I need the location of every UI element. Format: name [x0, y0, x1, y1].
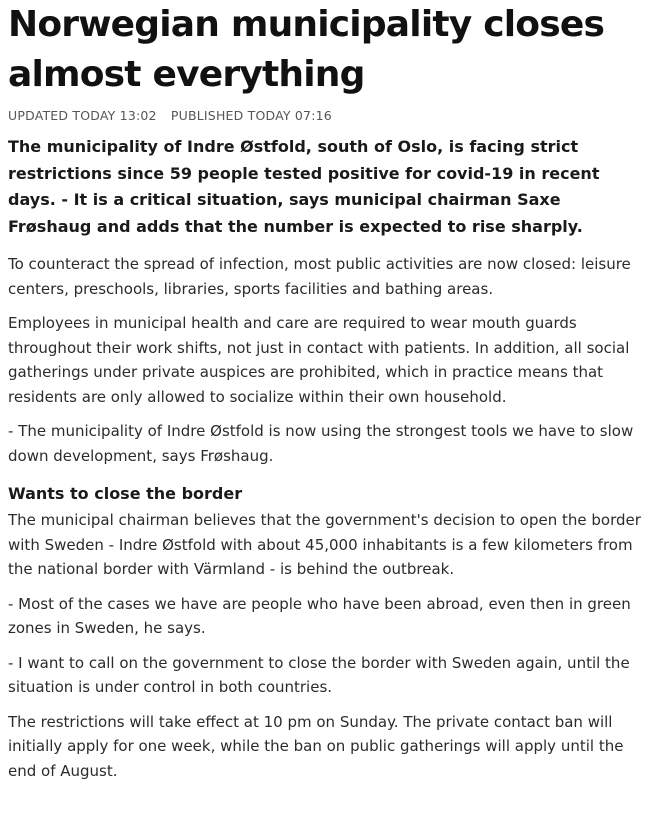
- body-paragraph: - I want to call on the government to close the border with Sweden again, until the situation is under control in both countries.: [8, 653, 630, 696]
- body-paragraph: The municipal chairman believes that the government's decision to open the border with Sweden - Indre Østfold with about 45,000 inhabitants is a few kilometers from the national border with Värmland - is behind the outbreak.: [8, 511, 641, 578]
- article-lead: The municipality of Indre Østfold, south of Oslo, is facing strict restrictions since 59 people tested positive for covid-19 in recent days. - It is a critical situation, says municipal chairman Saxe Frøshaug and adds that the number is expected to rise sharply.: [8, 137, 600, 236]
- body-paragraph: Employees in municipal health and care are required to wear mouth guards throughout their work shifts, not just in contact with patients. In addition, all social gatherings under private auspices are prohibited, which in practice means that residents are only allowed to socialize within their own household.: [8, 314, 630, 406]
- body-paragraph: - The municipality of Indre Østfold is now using the strongest tools we have to slow down development, says Frøshaug.: [8, 422, 634, 465]
- body-paragraph: The restrictions will take effect at 10 pm on Sunday. The private contact ban will initially apply for one week, while the ban on public gatherings will apply until the end of August.: [8, 712, 624, 780]
- updated-timestamp: UPDATED TODAY 13:02: [8, 108, 157, 123]
- article-headline: Norwegian municipality closes almost everything: [8, 4, 605, 95]
- body-paragraph: To counteract the spread of infection, most public activities are now closed: leisure centers, preschools, libraries, sports facilities and bathing areas.: [8, 255, 631, 298]
- article-meta: [8, 108, 646, 124]
- body-paragraph: - Most of the cases we have are people who have been abroad, even then in green zones in Sweden, he says.: [8, 594, 631, 637]
- section-subheading: Wants to close the border: [8, 484, 243, 503]
- published-timestamp: PUBLISHED TODAY 07:16: [170, 108, 332, 123]
